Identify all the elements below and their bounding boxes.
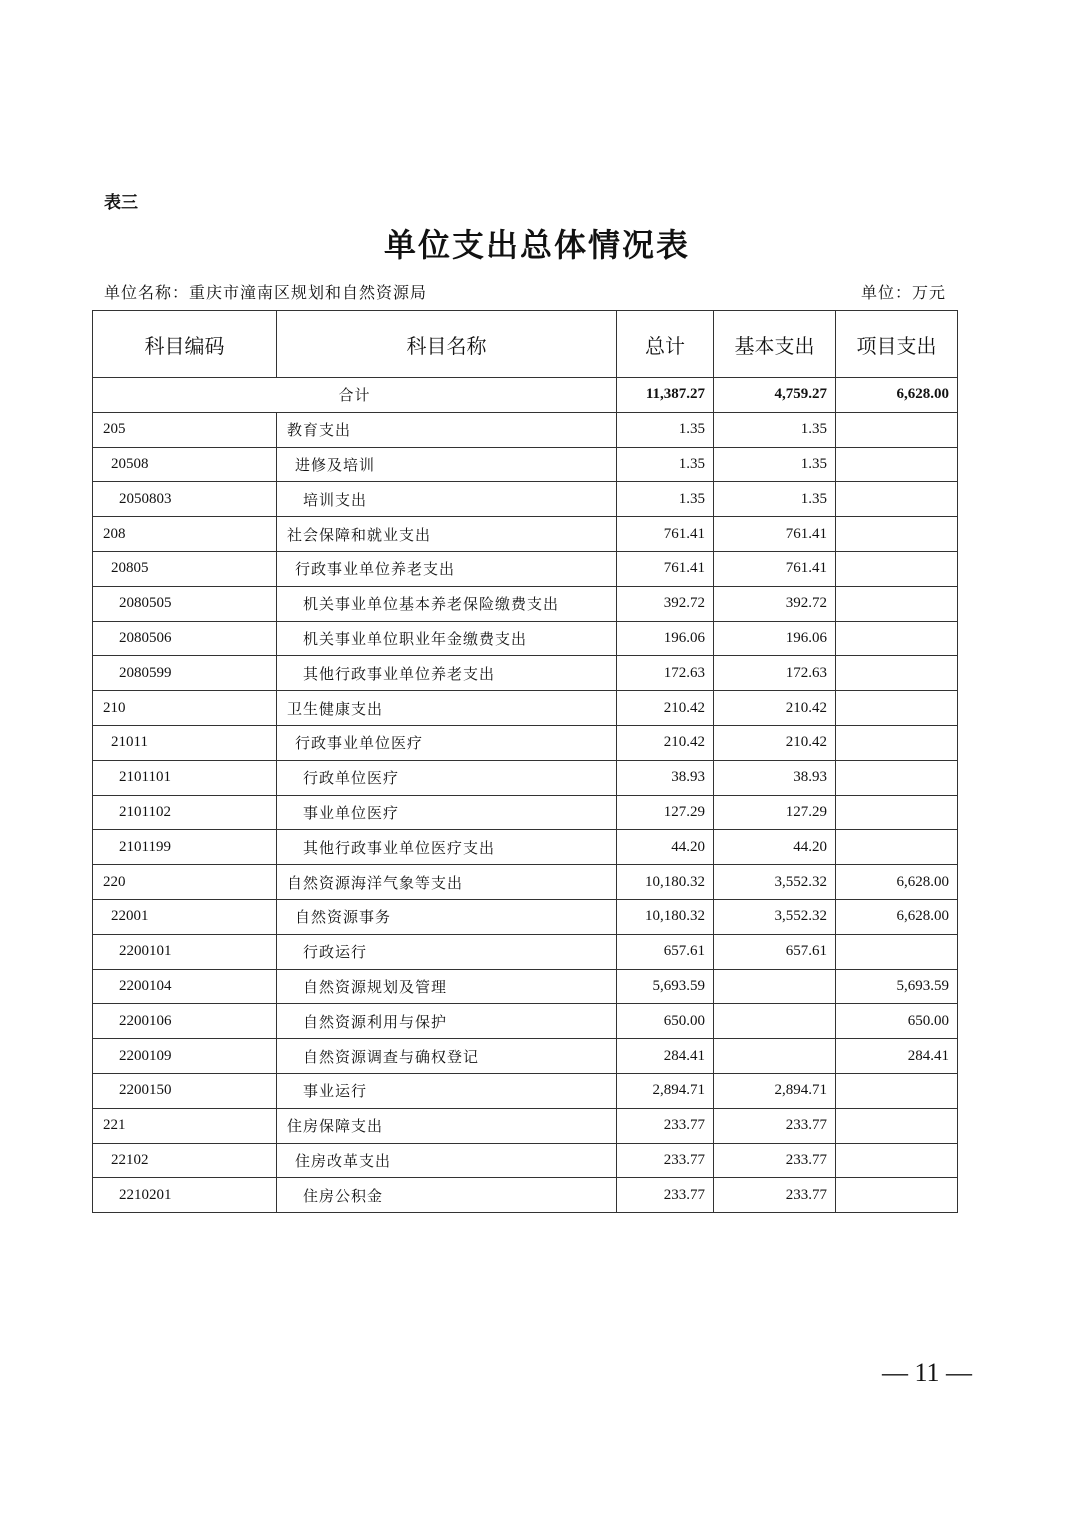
row-code: 2050803	[93, 482, 277, 517]
row-project	[836, 1073, 958, 1108]
row-total: 196.06	[617, 621, 714, 656]
row-name: 事业运行	[277, 1073, 617, 1108]
row-name: 教育支出	[277, 412, 617, 447]
row-name: 住房公积金	[277, 1178, 617, 1213]
row-code: 2200150	[93, 1073, 277, 1108]
row-basic: 127.29	[714, 795, 836, 830]
table-row	[93, 1108, 958, 1143]
row-basic: 196.06	[714, 621, 836, 656]
table-row	[93, 725, 958, 760]
row-project	[836, 1178, 958, 1213]
total-total: 11,387.27	[617, 378, 714, 413]
row-name: 培训支出	[277, 482, 617, 517]
row-code: 22001	[93, 899, 277, 934]
row-code: 2200106	[93, 1004, 277, 1039]
row-code: 2200101	[93, 934, 277, 969]
row-name: 行政运行	[277, 934, 617, 969]
row-project	[836, 621, 958, 656]
row-project	[836, 482, 958, 517]
row-total: 127.29	[617, 795, 714, 830]
row-basic: 210.42	[714, 725, 836, 760]
row-basic: 38.93	[714, 760, 836, 795]
table-row	[93, 969, 958, 1004]
row-basic: 1.35	[714, 482, 836, 517]
table-row	[93, 551, 958, 586]
header-name: 科目名称	[277, 311, 617, 378]
table-row	[93, 517, 958, 552]
row-total: 392.72	[617, 586, 714, 621]
row-total: 1.35	[617, 412, 714, 447]
table-row	[93, 1073, 958, 1108]
header-total: 总计	[617, 311, 714, 378]
row-basic	[714, 1004, 836, 1039]
row-code: 21011	[93, 725, 277, 760]
row-code: 221	[93, 1108, 277, 1143]
row-basic: 392.72	[714, 586, 836, 621]
table-row	[93, 1178, 958, 1213]
table-row	[93, 830, 958, 865]
total-basic: 4,759.27	[714, 378, 836, 413]
row-total: 233.77	[617, 1108, 714, 1143]
row-project	[836, 725, 958, 760]
row-project	[836, 447, 958, 482]
table-row	[93, 760, 958, 795]
table-row	[93, 1004, 958, 1039]
row-code: 2080505	[93, 586, 277, 621]
table-row	[93, 795, 958, 830]
row-total: 1.35	[617, 482, 714, 517]
row-basic: 233.77	[714, 1108, 836, 1143]
row-project	[836, 934, 958, 969]
row-project	[836, 517, 958, 552]
row-basic: 1.35	[714, 447, 836, 482]
row-code: 20805	[93, 551, 277, 586]
row-project: 6,628.00	[836, 865, 958, 900]
row-total: 233.77	[617, 1143, 714, 1178]
row-basic: 210.42	[714, 691, 836, 726]
table-row	[93, 621, 958, 656]
row-project: 5,693.59	[836, 969, 958, 1004]
row-code: 2080599	[93, 656, 277, 691]
row-basic	[714, 969, 836, 1004]
table-row	[93, 586, 958, 621]
row-name: 其他行政事业单位医疗支出	[277, 830, 617, 865]
row-code: 20508	[93, 447, 277, 482]
row-code: 2101101	[93, 760, 277, 795]
row-basic: 3,552.32	[714, 899, 836, 934]
table-row	[93, 934, 958, 969]
row-name: 卫生健康支出	[277, 691, 617, 726]
row-code: 2200104	[93, 969, 277, 1004]
row-project: 6,628.00	[836, 899, 958, 934]
row-total: 657.61	[617, 934, 714, 969]
row-project	[836, 1108, 958, 1143]
row-project: 284.41	[836, 1039, 958, 1074]
row-basic	[714, 1039, 836, 1074]
row-total: 5,693.59	[617, 969, 714, 1004]
row-name: 住房改革支出	[277, 1143, 617, 1178]
row-basic: 233.77	[714, 1143, 836, 1178]
table-row	[93, 865, 958, 900]
row-name: 其他行政事业单位养老支出	[277, 656, 617, 691]
row-basic: 1.35	[714, 412, 836, 447]
row-total: 10,180.32	[617, 865, 714, 900]
row-total: 44.20	[617, 830, 714, 865]
row-name: 社会保障和就业支出	[277, 517, 617, 552]
row-name: 自然资源调查与确权登记	[277, 1039, 617, 1074]
row-project	[836, 795, 958, 830]
row-name: 自然资源规划及管理	[277, 969, 617, 1004]
row-name: 行政单位医疗	[277, 760, 617, 795]
row-project	[836, 1143, 958, 1178]
row-name: 自然资源事务	[277, 899, 617, 934]
row-name: 事业单位医疗	[277, 795, 617, 830]
row-basic: 172.63	[714, 656, 836, 691]
table-row	[93, 447, 958, 482]
row-basic: 3,552.32	[714, 865, 836, 900]
table-label: 表三	[104, 193, 138, 213]
row-basic: 761.41	[714, 551, 836, 586]
header-basic: 基本支出	[714, 311, 836, 378]
row-project	[836, 760, 958, 795]
table-row	[93, 482, 958, 517]
row-total: 233.77	[617, 1178, 714, 1213]
row-project	[836, 586, 958, 621]
row-code: 2200109	[93, 1039, 277, 1074]
row-name: 进修及培训	[277, 447, 617, 482]
page-number: — 11 —	[881, 1358, 972, 1387]
row-total: 761.41	[617, 551, 714, 586]
row-name: 住房保障支出	[277, 1108, 617, 1143]
row-code: 2101102	[93, 795, 277, 830]
row-project	[836, 551, 958, 586]
page-title: 单位支出总体情况表	[383, 226, 690, 264]
table-row	[93, 412, 958, 447]
total-label: 合计	[93, 378, 617, 413]
row-total: 210.42	[617, 691, 714, 726]
header-code: 科目编码	[93, 311, 277, 378]
row-name: 机关事业单位基本养老保险缴费支出	[277, 586, 617, 621]
row-project	[836, 656, 958, 691]
row-code: 22102	[93, 1143, 277, 1178]
row-basic: 233.77	[714, 1178, 836, 1213]
unit-name: 单位名称：重庆市潼南区规划和自然资源局	[104, 283, 428, 302]
row-project: 650.00	[836, 1004, 958, 1039]
header-project: 项目支出	[836, 311, 958, 378]
row-name: 自然资源利用与保护	[277, 1004, 617, 1039]
table-row	[93, 899, 958, 934]
row-project	[836, 691, 958, 726]
row-name: 自然资源海洋气象等支出	[277, 865, 617, 900]
row-total: 761.41	[617, 517, 714, 552]
row-code: 2101199	[93, 830, 277, 865]
row-code: 2210201	[93, 1178, 277, 1213]
row-total: 172.63	[617, 656, 714, 691]
row-total: 210.42	[617, 725, 714, 760]
row-project	[836, 830, 958, 865]
row-basic: 761.41	[714, 517, 836, 552]
row-total: 284.41	[617, 1039, 714, 1074]
row-project	[836, 412, 958, 447]
table-row	[93, 1039, 958, 1074]
row-total: 10,180.32	[617, 899, 714, 934]
table-row	[93, 691, 958, 726]
total-project: 6,628.00	[836, 378, 958, 413]
row-code: 210	[93, 691, 277, 726]
row-code: 205	[93, 412, 277, 447]
row-basic: 2,894.71	[714, 1073, 836, 1108]
row-total: 38.93	[617, 760, 714, 795]
row-total: 2,894.71	[617, 1073, 714, 1108]
budget-table	[92, 310, 958, 1213]
row-name: 行政事业单位养老支出	[277, 551, 617, 586]
row-total: 650.00	[617, 1004, 714, 1039]
header-row	[93, 311, 958, 378]
row-code: 2080506	[93, 621, 277, 656]
total-row	[93, 378, 958, 413]
row-total: 1.35	[617, 447, 714, 482]
row-basic: 44.20	[714, 830, 836, 865]
table-row	[93, 656, 958, 691]
row-code: 208	[93, 517, 277, 552]
row-basic: 657.61	[714, 934, 836, 969]
row-code: 220	[93, 865, 277, 900]
row-name: 行政事业单位医疗	[277, 725, 617, 760]
currency-unit: 单位：万元	[860, 283, 946, 302]
row-name: 机关事业单位职业年金缴费支出	[277, 621, 617, 656]
table-row	[93, 1143, 958, 1178]
